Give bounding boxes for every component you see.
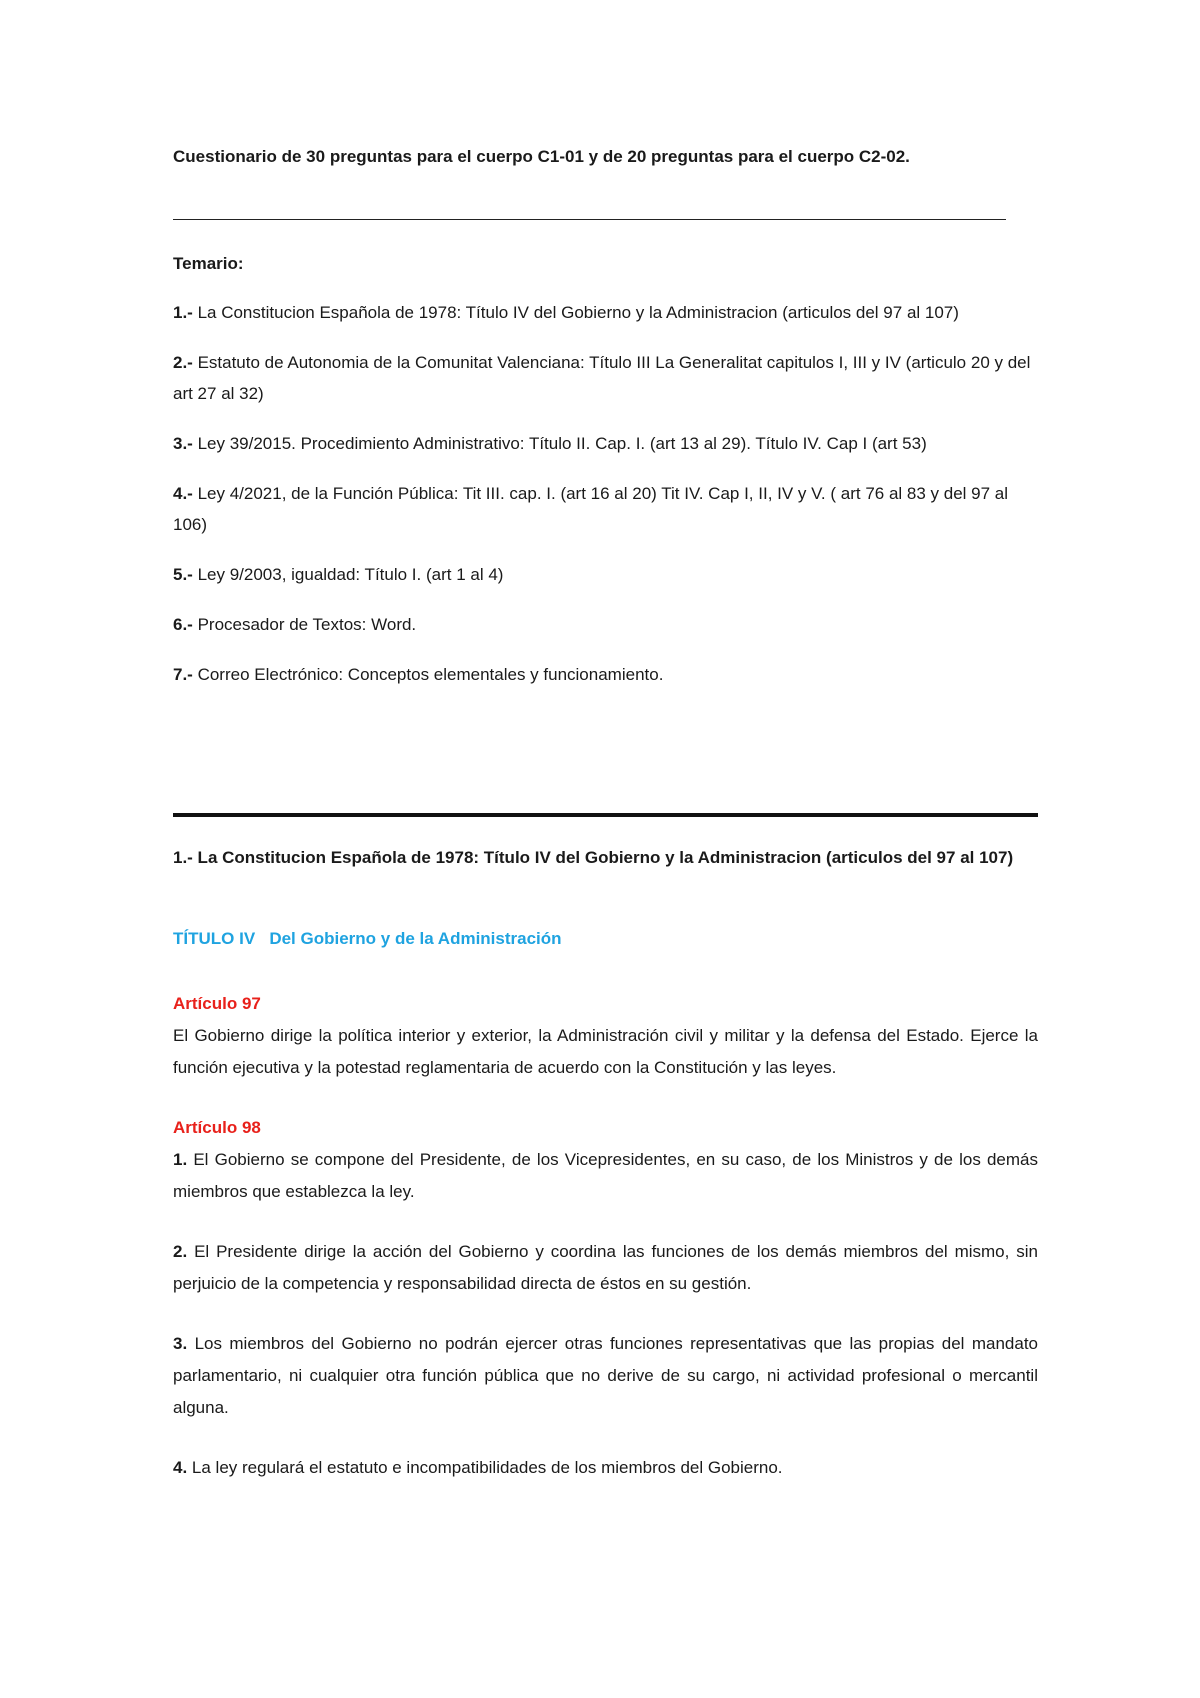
paragraph-number: 2. (173, 1242, 188, 1261)
temario-item-number: 6.- (173, 615, 193, 634)
header-divider (173, 219, 1006, 220)
temario-item-6 (173, 609, 1038, 640)
temario-item-text: Estatuto de Autonomia de la Comunitat Valenciana: Título III La Generalitat capitulos I, III y IV (articulo 20 y del art 27 al 32) (173, 353, 1031, 403)
temario-item-number: 7.- (173, 665, 193, 684)
temario-item-2 (173, 347, 1038, 409)
article-paragraph-2 (173, 1236, 1038, 1300)
temario-item-number: 3.- (173, 434, 193, 453)
article-paragraph-3 (173, 1328, 1038, 1424)
temario-item-number: 1.- (173, 303, 193, 322)
article-paragraph-4 (173, 1452, 1038, 1484)
article-98 (173, 1112, 1038, 1484)
paragraph-number: 1. (173, 1150, 188, 1169)
paragraph-number: 4. (173, 1458, 188, 1477)
temario-title: Temario: (173, 254, 244, 273)
temario-item-number: 4.- (173, 484, 193, 503)
paragraph-text: El Presidente dirige la acción del Gobierno y coordina las funciones de los demás miembros del mismo, sin perjuicio de la competencia y responsabilidad directa de éstos en su gestión. (173, 1242, 1038, 1293)
temario-item-number: 2.- (173, 353, 193, 372)
paragraph-text: La ley regulará el estatuto e incompatibilidades de los miembros del Gobierno. (187, 1458, 783, 1477)
paragraph-text: El Gobierno se compone del Presidente, de los Vicepresidentes, en su caso, de los Ministros y de los demás miembros que establezca la ley. (173, 1150, 1038, 1201)
temario-item-7 (173, 659, 1038, 690)
section-divider (173, 813, 1038, 817)
temario-item-text: Ley 39/2015. Procedimiento Administrativo: Título II. Cap. I. (art 13 al 29). Título IV. Cap I (art 53) (192, 434, 927, 453)
temario-item-text: Procesador de Textos: Word. (192, 615, 417, 634)
article-97 (173, 988, 1038, 1084)
temario-list (173, 297, 1038, 709)
temario-item-text: Ley 9/2003, igualdad: Título I. (art 1 al 4) (192, 565, 504, 584)
paragraph-text: Los miembros del Gobierno no podrán ejercer otras funciones representativas que las propias del mandato parlamentario, ni cualquier otra función pública que no derive de su cargo, ni actividad profesional o mercantil alguna. (173, 1334, 1038, 1417)
temario-item-4 (173, 478, 1038, 540)
article-text: El Gobierno dirige la política interior y exterior, la Administración civil y militar y la defensa del Estado. Ejerce la función ejecutiva y la potestad reglamentaria de acuerdo con la Constitución y las leyes. (173, 1026, 1038, 1077)
titulo-heading: TÍTULO IV Del Gobierno y de la Administración (173, 929, 562, 948)
document-header: Cuestionario de 30 preguntas para el cuerpo C1-01 y de 20 preguntas para el cuerpo C2-02. (173, 147, 910, 166)
article-title: Artículo 97 (173, 994, 261, 1013)
articles-body (173, 988, 1038, 1512)
temario-item-1 (173, 297, 1038, 328)
temario-item-text: Ley 4/2021, de la Función Pública: Tit III. cap. I. (art 16 al 20) Tit IV. Cap I, II, IV y V. ( art 76 al 83 y del 97 al 106) (173, 484, 1009, 534)
temario-item-text: La Constitucion Española de 1978: Título IV del Gobierno y la Administracion (articulos del 97 al 107) (192, 303, 959, 322)
article-title: Artículo 98 (173, 1118, 261, 1137)
section-title: 1.- La Constitucion Española de 1978: Título IV del Gobierno y la Administracion (articulos del 97 al 107) (173, 848, 1014, 867)
article-paragraph-1 (173, 1144, 1038, 1208)
temario-item-3 (173, 428, 1038, 459)
temario-item-5 (173, 559, 1038, 590)
paragraph-number: 3. (173, 1334, 188, 1353)
temario-item-number: 5.- (173, 565, 193, 584)
temario-item-text: Correo Electrónico: Conceptos elementales y funcionamiento. (192, 665, 664, 684)
